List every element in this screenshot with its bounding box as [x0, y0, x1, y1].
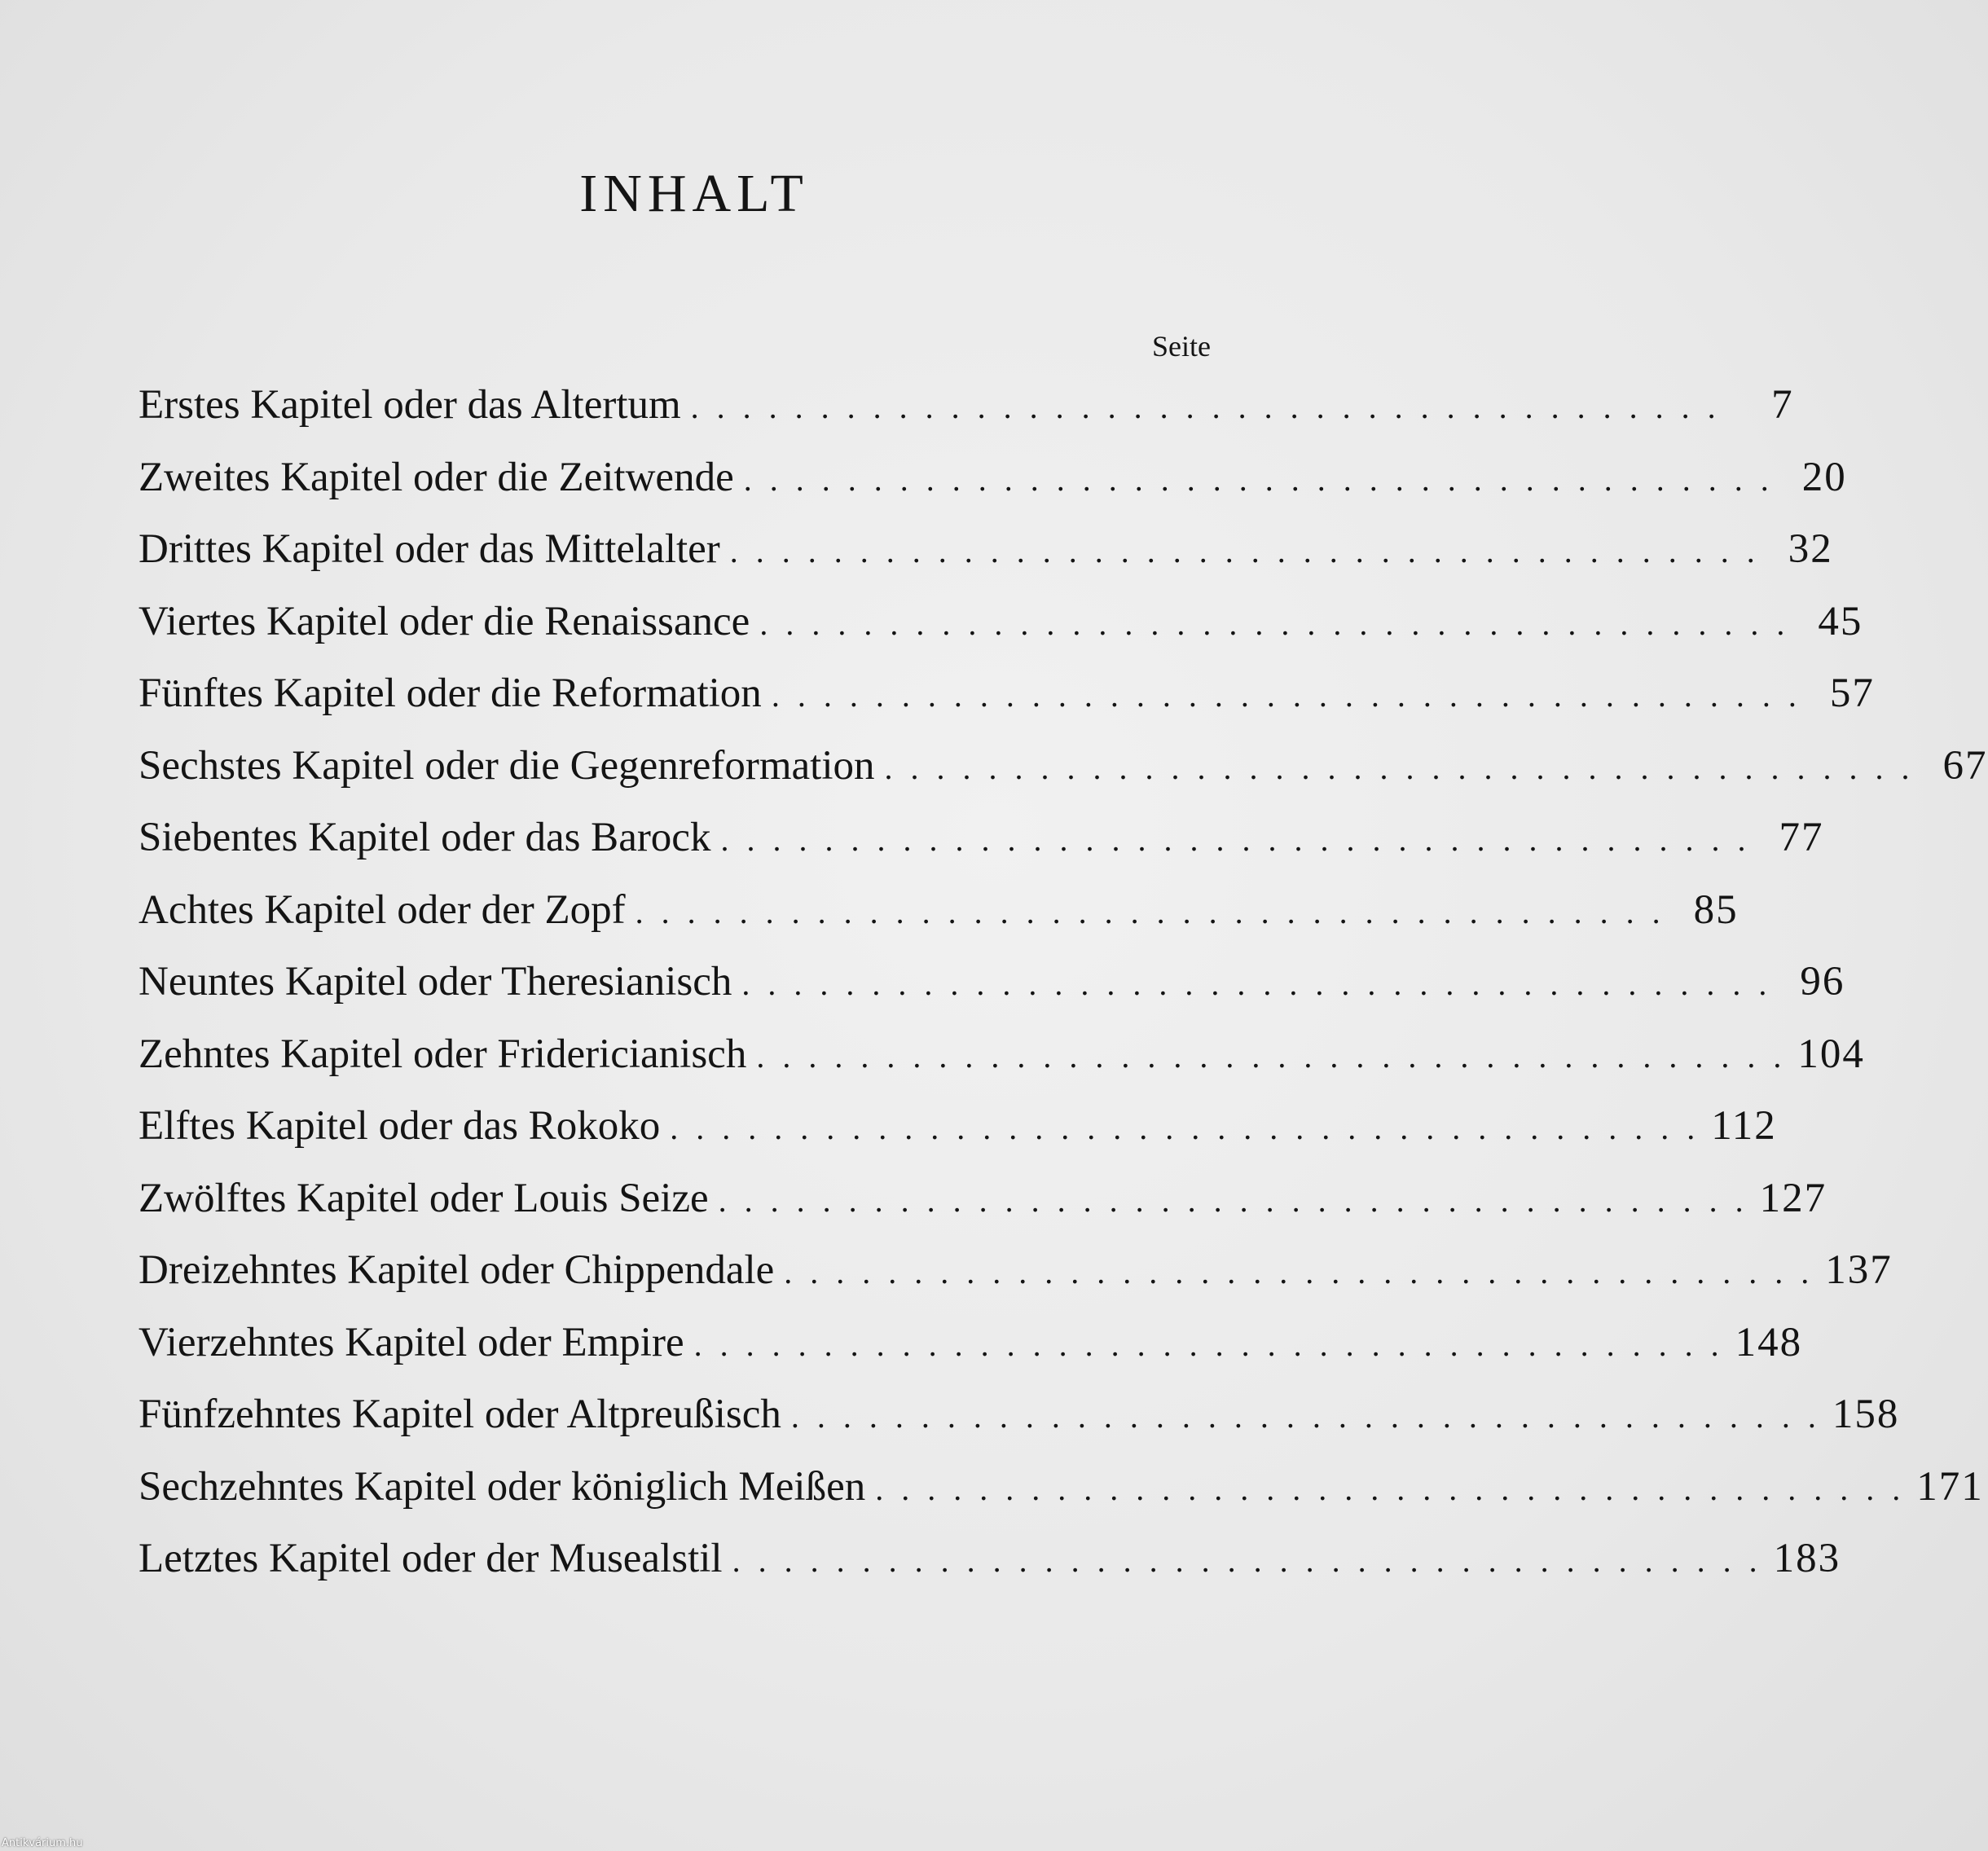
toc-entry-title: Zweites Kapitel oder die Zeitwende [139, 454, 734, 500]
dot-leader: . . . . . . . . . . . . . . . . . . . . . . . . . . . . . . . . . . . . . . . . [635, 893, 1665, 930]
toc-entry-title: Vierzehntes Kapitel oder Empire [139, 1319, 684, 1365]
toc-entry-page: 20 [1801, 454, 1847, 500]
toc-entry-page: 104 [1797, 1031, 1865, 1077]
toc-entry [139, 1319, 1803, 1392]
dot-leader: . . . . . . . . . . . . . . . . . . . . . . . . . . . . . . . . . . . . . . . . [790, 1398, 1821, 1435]
toc-entry-title: Erstes Kapitel oder das Altertum [139, 382, 681, 428]
toc-entry-page: 158 [1832, 1392, 1900, 1437]
toc-entry [139, 381, 1794, 454]
dot-leader: . . . . . . . . . . . . . . . . . . . . . . . . . . . . . . . . . . . . . . . . [884, 749, 1915, 786]
toc-entry-title: Sechstes Kapitel oder die Gegenreformation [139, 742, 875, 789]
dot-leader: . . . . . . . . . . . . . . . . . . . . . . . . . . . . . . . . . . . . . . . . [693, 1326, 1724, 1363]
table-of-contents [139, 381, 1988, 1607]
toc-entry-page: 32 [1788, 526, 1833, 572]
toc-entry [139, 1175, 1827, 1247]
page-title: INHALT [579, 164, 809, 223]
dot-leader: . . . . . . . . . . . . . . . . . . . . . . . . . . . . . . . . . . . . . . . . [720, 821, 1751, 858]
toc-entry [139, 1391, 1900, 1463]
toc-entry [139, 670, 1875, 742]
toc-entry-page: 77 [1779, 815, 1824, 860]
toc-entry-page: 67 [1942, 742, 1988, 789]
watermark: Antikvárium.hu [2, 1837, 83, 1849]
toc-entry [139, 1535, 1841, 1607]
dot-leader: . . . . . . . . . . . . . . . . . . . . . . . . . . . . . . . . . . . . . . . . [756, 1037, 1787, 1075]
toc-entry-page: 183 [1773, 1536, 1841, 1581]
toc-entry [139, 1102, 1777, 1175]
dot-leader: . . . . . . . . . . . . . . . . . . . . . . . . . . . . . . . . . . . . . . . . [690, 389, 1721, 425]
toc-entry [139, 814, 1824, 886]
toc-entry-page: 7 [1771, 382, 1794, 428]
toc-entry-page: 137 [1825, 1247, 1893, 1293]
toc-entry [139, 598, 1863, 670]
toc-entry-title: Dreizehntes Kapitel oder Chippendale [139, 1247, 775, 1293]
dot-leader: . . . . . . . . . . . . . . . . . . . . . . . . . . . . . . . . . . . . . . . . [670, 1110, 1700, 1146]
dot-leader: . . . . . . . . . . . . . . . . . . . . . . . . . . . . . . . . . . . . . . . . [718, 1181, 1748, 1219]
toc-entry-page: 96 [1800, 959, 1845, 1005]
toc-entry [139, 742, 1988, 815]
dot-leader: . . . . . . . . . . . . . . . . . . . . . . . . . . . . . . . . . . . . . . . . [771, 677, 1801, 714]
toc-entry-page: 112 [1711, 1103, 1777, 1149]
toc-entry-title: Fünfzehntes Kapitel oder Altpreußisch [139, 1392, 781, 1437]
toc-entry-title: Drittes Kapitel oder das Mittelalter [139, 526, 720, 572]
toc-entry-title: Siebentes Kapitel oder das Barock [139, 815, 711, 860]
page-column-label: Seite [1152, 330, 1211, 363]
toc-entry [139, 525, 1833, 598]
toc-entry-page: 127 [1759, 1175, 1827, 1221]
toc-entry-page: 148 [1735, 1319, 1803, 1365]
toc-entry [139, 454, 1847, 526]
toc-entry-page: 45 [1818, 598, 1863, 644]
dot-leader: . . . . . . . . . . . . . . . . . . . . . . . . . . . . . . . . . . . . . . . . [875, 1470, 1906, 1507]
toc-entry-title: Fünftes Kapitel oder die Reformation [139, 670, 762, 716]
toc-entry-title: Elftes Kapitel oder das Rokoko [139, 1103, 661, 1149]
toc-entry [139, 1246, 1893, 1319]
toc-entry-page: 171 [1916, 1463, 1984, 1510]
toc-entry [139, 1031, 1865, 1103]
dot-leader: . . . . . . . . . . . . . . . . . . . . . . . . . . . . . . . . . . . . . . . . [784, 1254, 1814, 1290]
toc-entry-title: Zwölftes Kapitel oder Louis Seize [139, 1175, 709, 1221]
toc-entry-title: Neuntes Kapitel oder Theresianisch [139, 959, 732, 1005]
dot-leader: . . . . . . . . . . . . . . . . . . . . . . . . . . . . . . . . . . . . . . . . [743, 460, 1774, 498]
toc-entry-title: Sechzehntes Kapitel oder königlich Meißen [139, 1463, 866, 1510]
toc-entry-title: Achtes Kapitel oder der Zopf [139, 886, 626, 933]
toc-entry-title: Viertes Kapitel oder die Renaissance [139, 598, 750, 644]
dot-leader: . . . . . . . . . . . . . . . . . . . . . . . . . . . . . . . . . . . . . . . . [759, 605, 1790, 642]
toc-entry-title: Zehntes Kapitel oder Fridericianisch [139, 1031, 747, 1077]
toc-entry-page: 57 [1829, 670, 1875, 716]
toc-entry-title: Letztes Kapitel oder der Musealstil [139, 1536, 723, 1581]
dot-leader: . . . . . . . . . . . . . . . . . . . . . . . . . . . . . . . . . . . . . . . . [741, 965, 1772, 1002]
toc-entry-page: 85 [1693, 886, 1739, 933]
dot-leader: . . . . . . . . . . . . . . . . . . . . . . . . . . . . . . . . . . . . . . . . [729, 533, 1760, 569]
toc-entry [139, 958, 1845, 1031]
toc-entry [139, 886, 1739, 959]
dot-leader: . . . . . . . . . . . . . . . . . . . . . . . . . . . . . . . . . . . . . . . . [732, 1542, 1762, 1579]
toc-entry [139, 1463, 1984, 1536]
